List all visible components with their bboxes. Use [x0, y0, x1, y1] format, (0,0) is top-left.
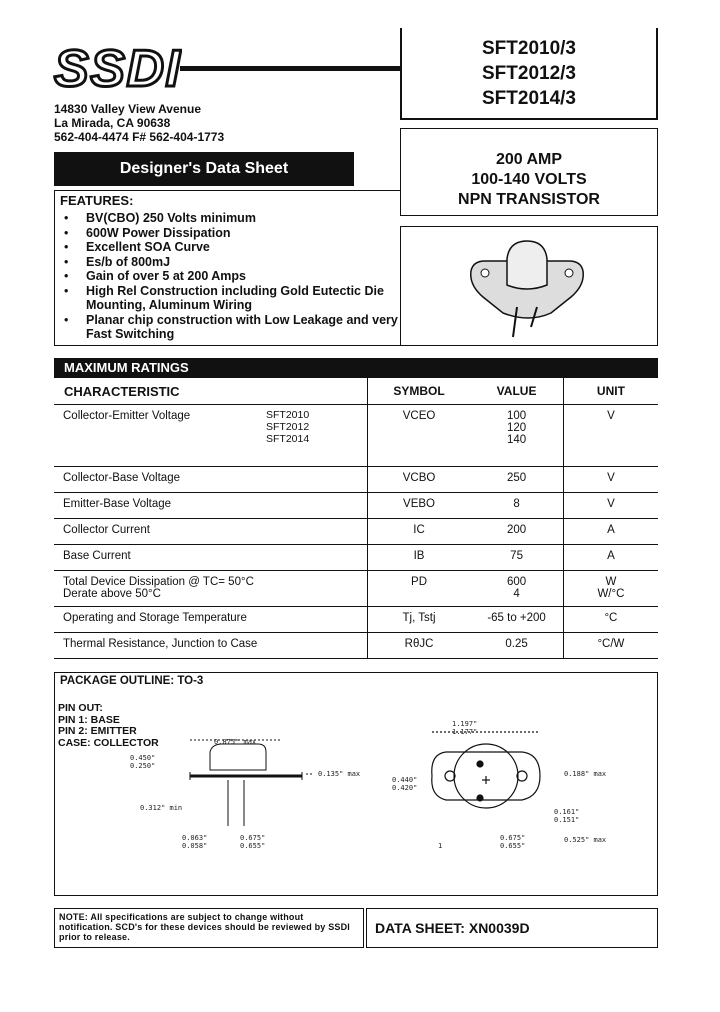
- disclaimer-note: NOTE: All specifications are subject to change without notification. SCD's for these devices should be reviewed by SSDI prior to release.: [54, 908, 364, 948]
- svg-text:SSDI: SSDI: [54, 42, 178, 92]
- company-address: [54, 102, 224, 144]
- pin-label: 1: [438, 842, 443, 850]
- dim-label: 1.197": [452, 720, 478, 728]
- feature-item: • Gain of over 5 at 200 Amps: [62, 269, 402, 284]
- table-row: [54, 467, 658, 493]
- dim-label: 0.420": [392, 784, 418, 792]
- header-value: VALUE: [470, 378, 563, 405]
- pinout-line: PIN 1: BASE: [58, 713, 120, 726]
- row-unit: V: [563, 493, 658, 519]
- dim-label: 0.135" max: [318, 770, 361, 778]
- header-unit: UNIT: [563, 378, 658, 405]
- row-value: 8: [470, 493, 563, 519]
- row-symbol: PD: [367, 571, 470, 607]
- row-characteristic: Collector Current: [54, 519, 367, 545]
- row-value: 0.25: [470, 633, 563, 659]
- row-symbol: VCEO: [367, 405, 470, 467]
- row-value: 600 4: [470, 571, 563, 607]
- part-number-box: [400, 28, 658, 120]
- row-characteristic: Collector-Emitter Voltage: [63, 410, 191, 422]
- header-symbol: SYMBOL: [367, 378, 470, 405]
- row-symbol: VCBO: [367, 467, 470, 493]
- row-unit: °C: [563, 607, 658, 633]
- feature-item: • 600W Power Dissipation: [62, 226, 402, 241]
- dim-label: 0.250": [130, 762, 156, 770]
- address-phone: 562-404-4474 F# 562-404-1773: [54, 130, 225, 144]
- row-value: 100 120 140: [470, 405, 563, 467]
- top-view: [432, 732, 540, 808]
- spec-summary-box: [400, 128, 658, 216]
- row-unit: V: [563, 405, 658, 467]
- table-header-row: [54, 378, 658, 405]
- pinout-line: PIN OUT:: [58, 702, 103, 714]
- row-symbol: Tj, Tstj: [367, 607, 470, 633]
- dim-label: 0.151": [554, 816, 580, 824]
- row-unit: V: [563, 467, 658, 493]
- spec-voltage: 100-140 VOLTS: [471, 171, 587, 188]
- package-outline-title: PACKAGE OUTLINE: TO-3: [60, 675, 204, 687]
- pinout-line: PIN 2: EMITTER: [58, 725, 137, 737]
- maximum-ratings-table: [54, 378, 658, 659]
- dim-label: 0.525" max: [564, 836, 607, 844]
- row-characteristic: Operating and Storage Temperature: [54, 607, 367, 633]
- dim-label: 0.655": [500, 842, 526, 850]
- features-list: [62, 211, 402, 342]
- row-unit: A: [563, 545, 658, 571]
- feature-item: • Planar chip construction with Low Leakage and very Fast Switching: [62, 313, 402, 342]
- dim-label: 0.675": [500, 834, 526, 842]
- dim-label: 0.655": [240, 842, 266, 850]
- part-number: SFT2010/3: [482, 38, 576, 59]
- row-part-list: SFT2010 SFT2012 SFT2014: [266, 409, 310, 445]
- pinout-line: CASE: COLLECTOR: [58, 736, 159, 749]
- transistor-photo-box: [400, 226, 658, 346]
- table-row: [54, 545, 658, 571]
- dim-label: 0.063": [182, 834, 208, 842]
- dim-label: 0.161": [554, 808, 580, 816]
- address-city: La Mirada, CA 90638: [54, 116, 171, 130]
- features-title: FEATURES:: [60, 193, 134, 208]
- header-characteristic: CHARACTERISTIC: [54, 378, 367, 405]
- data-sheet-number: DATA SHEET: XN0039D: [366, 908, 658, 948]
- part-number: SFT2012/3: [482, 63, 576, 84]
- row-symbol: RθJC: [367, 633, 470, 659]
- row-value: 75: [470, 545, 563, 571]
- table-row: [54, 519, 658, 545]
- package-drawing: [130, 716, 650, 856]
- maximum-ratings-title: MAXIMUM RATINGS: [54, 358, 658, 378]
- spec-current: 200 AMP: [495, 151, 563, 168]
- dim-label: 0.058": [182, 842, 208, 850]
- row-unit: A: [563, 519, 658, 545]
- designers-data-sheet-banner: Designer's Data Sheet: [54, 152, 354, 186]
- row-value: 200: [470, 519, 563, 545]
- feature-item: • Excellent SOA Curve: [62, 240, 402, 255]
- dim-label: 0.875" max: [214, 738, 257, 746]
- row-characteristic: Collector-Base Voltage: [54, 467, 367, 493]
- dim-label: 0.188" max: [564, 770, 607, 778]
- row-unit: °C/W: [563, 633, 658, 659]
- row-symbol: IC: [367, 519, 470, 545]
- row-characteristic: Thermal Resistance, Junction to Case: [54, 633, 367, 659]
- feature-item: • Es/b of 800mJ: [62, 255, 402, 270]
- table-row: [54, 493, 658, 519]
- row-unit: W W/°C: [563, 571, 658, 607]
- feature-item: • High Rel Construction including Gold Eutectic Die Mounting, Aluminum Wiring: [62, 284, 402, 313]
- table-row: [54, 571, 658, 607]
- part-number: SFT2014/3: [482, 88, 576, 109]
- table-row: [54, 607, 658, 633]
- address-street: 14830 Valley View Avenue: [54, 102, 201, 116]
- row-value: 250: [470, 467, 563, 493]
- row-characteristic: Base Current: [54, 545, 367, 571]
- dim-label: 1.177": [452, 728, 478, 736]
- spec-type: NPN TRANSISTOR: [458, 191, 600, 208]
- logo-rule: [180, 66, 402, 71]
- side-view: [190, 740, 314, 826]
- row-value: -65 to +200: [470, 607, 563, 633]
- transistor-drawing: [401, 227, 657, 345]
- dim-label: 0.450": [130, 754, 156, 762]
- feature-item: • BV(CBO) 250 Volts minimum: [62, 211, 402, 226]
- table-row: [54, 405, 658, 467]
- row-characteristic: Emitter-Base Voltage: [54, 493, 367, 519]
- dim-label: 0.440": [392, 776, 418, 784]
- ssdi-logo: [52, 42, 182, 92]
- row-symbol: IB: [367, 545, 470, 571]
- dim-label: 0.312" min: [140, 804, 183, 812]
- dim-label: 0.675": [240, 834, 266, 842]
- row-characteristic: Total Device Dissipation @ TC= 50°C Derate above 50°C: [54, 571, 367, 607]
- table-row: [54, 633, 658, 659]
- row-symbol: VEBO: [367, 493, 470, 519]
